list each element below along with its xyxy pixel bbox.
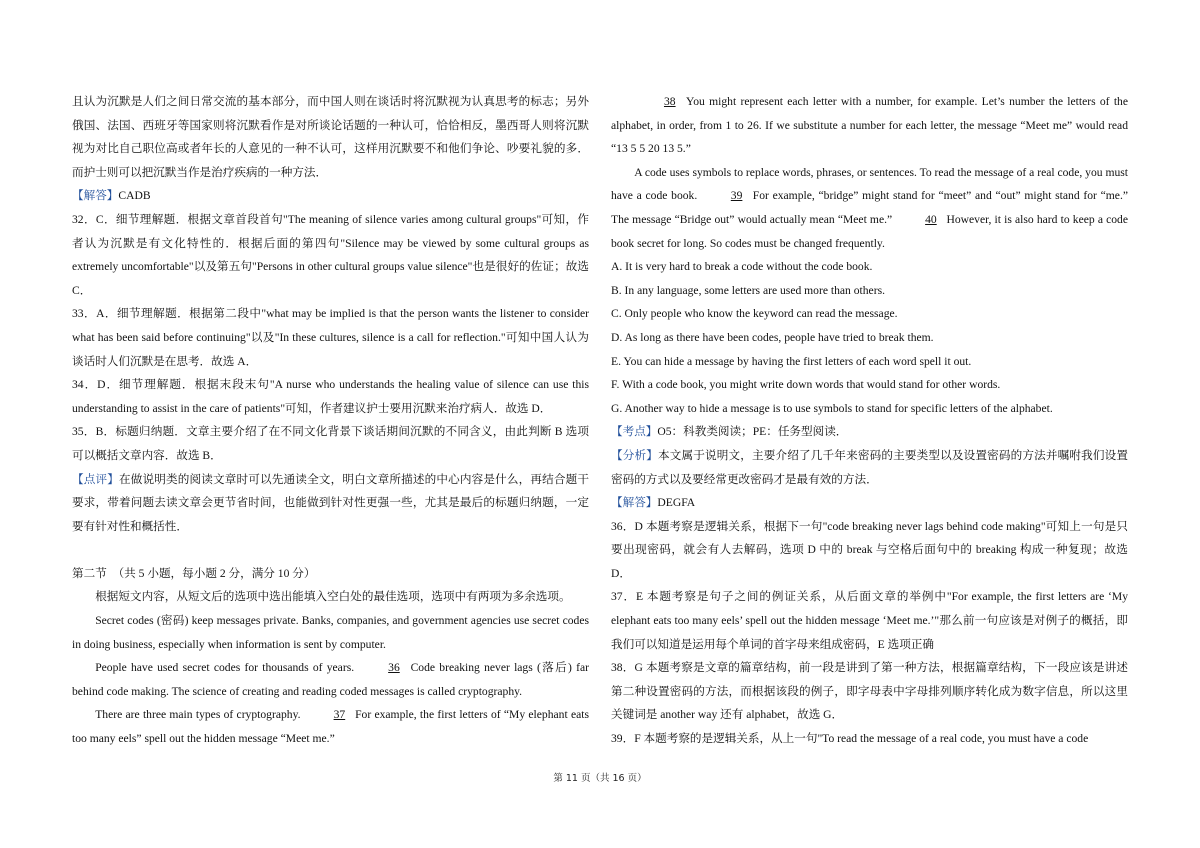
option-g: G. Another way to hide a message is to use symbols to stand for specific letters of the alphabet. — [611, 401, 1053, 415]
blank-37: 37 — [333, 708, 346, 722]
passage-paragraph-3 — [72, 703, 589, 750]
passage-text: For example, the first letters of “My elephant eats too many eels” spell out the hidden message “Meet me.” — [72, 708, 589, 746]
answer-text: DEGFA — [657, 496, 696, 510]
passage-text: A code uses symbols to replace words, phrases, or sentences. To read the message of a real code, you must have a code book. — [611, 165, 1129, 203]
option-f: F. With a code book, you might write down words that would stand for other words. — [611, 378, 1001, 392]
right-column — [611, 90, 1128, 751]
explanation-33: 33．A．细节理解题．根据第二段中"what may be implied is that the person wants the listener to consider what has been said before continuing"以及"In these cultures, silence is a call for reflection."可知中国人认为谈话时人们沉默是在思考．故选 A． — [72, 307, 589, 368]
topic-line — [611, 420, 1128, 444]
analysis-text: 本文属于说明文，主要介绍了几千年来密码的主要类型以及设置密码的方法并嘱咐我们设置密码的方式以及要经常更改密码才是最有效的方法． — [611, 448, 1128, 486]
option-c: C. Only people who know the keyword can read the message. — [611, 307, 898, 321]
answer-text: CADB — [118, 189, 151, 203]
passage-text: You might represent each letter with a number, for example. Let’s number the letters of the alphabet, in order, from 1 to 26. If we substitute a number for each letter, the message “Meet me” would read “13 5 5 20 13 5.” — [611, 95, 1128, 156]
blank-38: 38 — [663, 95, 676, 108]
passage-text: For example, “bridge” might stand for “meet” and “out” might stand for “me.” The message “Bridge out” would actually mean “Meet me.” — [611, 189, 1128, 226]
answer-line — [611, 491, 1128, 515]
explanation-35: 35．B．标题归纳题．文章主要介绍了在不同文化背景下谈话期间沉默的不同含义，由此判断 B 选项可以概括文章内容．故选 B． — [72, 425, 589, 462]
explanation-38: 38．G 本题考察是文章的篇章结构，前一段是讲到了第一种方法，根据篇章结构，下一段应该是讲述第二种设置密码的方法，而根据该段的例子，即字母表中字母排列顺序转化成为数字信息，所以这里关键词是 another way 还有 alphabet，故选 G． — [611, 661, 1128, 722]
passage-text: Code breaking never lags (落后) far behind code making. The science of creating and reading coded messages is called cryptography. — [72, 661, 589, 698]
passage-paragraph-2 — [72, 656, 589, 703]
topic-text: O5：科教类阅读；PE：任务型阅读． — [657, 425, 848, 439]
blank-40: 40 — [925, 212, 937, 226]
answer-tag: 【解答】 — [611, 496, 658, 510]
spacer — [72, 538, 589, 562]
left-column — [72, 90, 589, 751]
passage-text: There are three main types of cryptography. — [95, 708, 304, 722]
explanation-32: 32．C．细节理解题．根据文章首段首句"The meaning of silence varies among cultural groups"可知，作者认为沉默是有文化特性的．根据后面的第四句"Silence may be viewed by some cultural groups as extremely uncomfortable"以及第五句"Persons in other cultural groups value silence"也是很好的佐证；故选 C． — [72, 212, 589, 297]
option-b: B. In any language, some letters are used more than others. — [611, 283, 885, 297]
explanation-39: 39．F 本题考察的是逻辑关系，从上一句"To read the message of a real code, you must have a code — [611, 732, 1089, 746]
passage-paragraph-1: Secret codes (密码) keep messages private. Banks, companies, and government agencies use secret codes in doing business, especially when information is sent by computer. — [72, 614, 589, 651]
section-heading: 第二节 （共 5 小题，每小题 2 分，满分 10 分） — [72, 566, 316, 580]
comment-line — [72, 468, 589, 539]
option-d: D. As long as there have been codes, people have tried to break them. — [611, 330, 934, 344]
answer-line — [72, 184, 589, 208]
analysis-line — [611, 444, 1128, 491]
passage-paragraph-4 — [611, 90, 1128, 161]
option-a: A. It is very hard to break a code without the code book. — [611, 260, 873, 274]
option-e: E. You can hide a message by having the first letters of each word spell it out. — [611, 354, 972, 368]
explanation-36: 36．D 本题考察是逻辑关系，根据下一句"code breaking never lags behind code making"可知上一句是只要出现密码，就会有人去解码，选项 D 中的 break 与空格后面句中的 breaking 构成一种复现；故选 D． — [611, 519, 1128, 580]
comment-text: 在做说明类的阅读文章时可以先通读全文，明白文章所描述的中心内容是什么，再结合题干要求，带着问题去读文章会更节省时间，也能做到针对性更强一些，尤其是最后的标题归纳题，一定要有针对性和概括性． — [72, 472, 589, 533]
blank-39: 39 — [730, 189, 743, 203]
passage-text: However, it is also hard to keep a code book secret for long. So codes must be changed frequently. — [611, 212, 1128, 250]
topic-tag: 【考点】 — [611, 425, 658, 439]
paragraph: 且认为沉默是人们之间日常交流的基本部分，而中国人则在谈话时将沉默视为认真思考的标志；另外俄国、法国、西班牙等国家则将沉默看作是对所谈论话题的一种认可，恰恰相反，墨西哥人则将沉默视为对比自己职位高或者年长的人意见的一种不认可，这样用沉默要不和他们争论、吵要礼貌的多．而护士则可以把沉默当作是治疗疾病的一种方法． — [72, 95, 589, 179]
explanation-34: 34．D．细节理解题．根据末段末句"A nurse who understands the healing value of silence can use this understanding to assist in the care of patients"可知，作者建议护士要用沉默来治疗病人．故选 D． — [72, 378, 589, 415]
answer-tag: 【解答】 — [72, 189, 119, 203]
instruction: 根据短文内容，从短文后的选项中选出能填入空白处的最佳选项，选项中有两项为多余选项。 — [95, 590, 571, 604]
explanation-37: 37．E 本题考察是句子之间的例证关系，从后面文章的举例中"For example, the first letters are ‘My elephant eats too many eels’ spell out the hidden message ‘Meet me.’"那么前一句应该是对例子的概括，即我们可以知道是运用每个单词的首字母来组成密码，E 选项正确 — [611, 590, 1128, 651]
analysis-tag: 【分析】 — [611, 448, 659, 462]
page-footer: 第 11 页（共 16 页） — [553, 773, 647, 784]
passage-paragraph-5 — [611, 161, 1128, 255]
passage-text: People have used secret codes for thousands of years. — [95, 661, 359, 675]
comment-tag: 【点评】 — [72, 472, 120, 486]
blank-36: 36 — [388, 661, 400, 675]
